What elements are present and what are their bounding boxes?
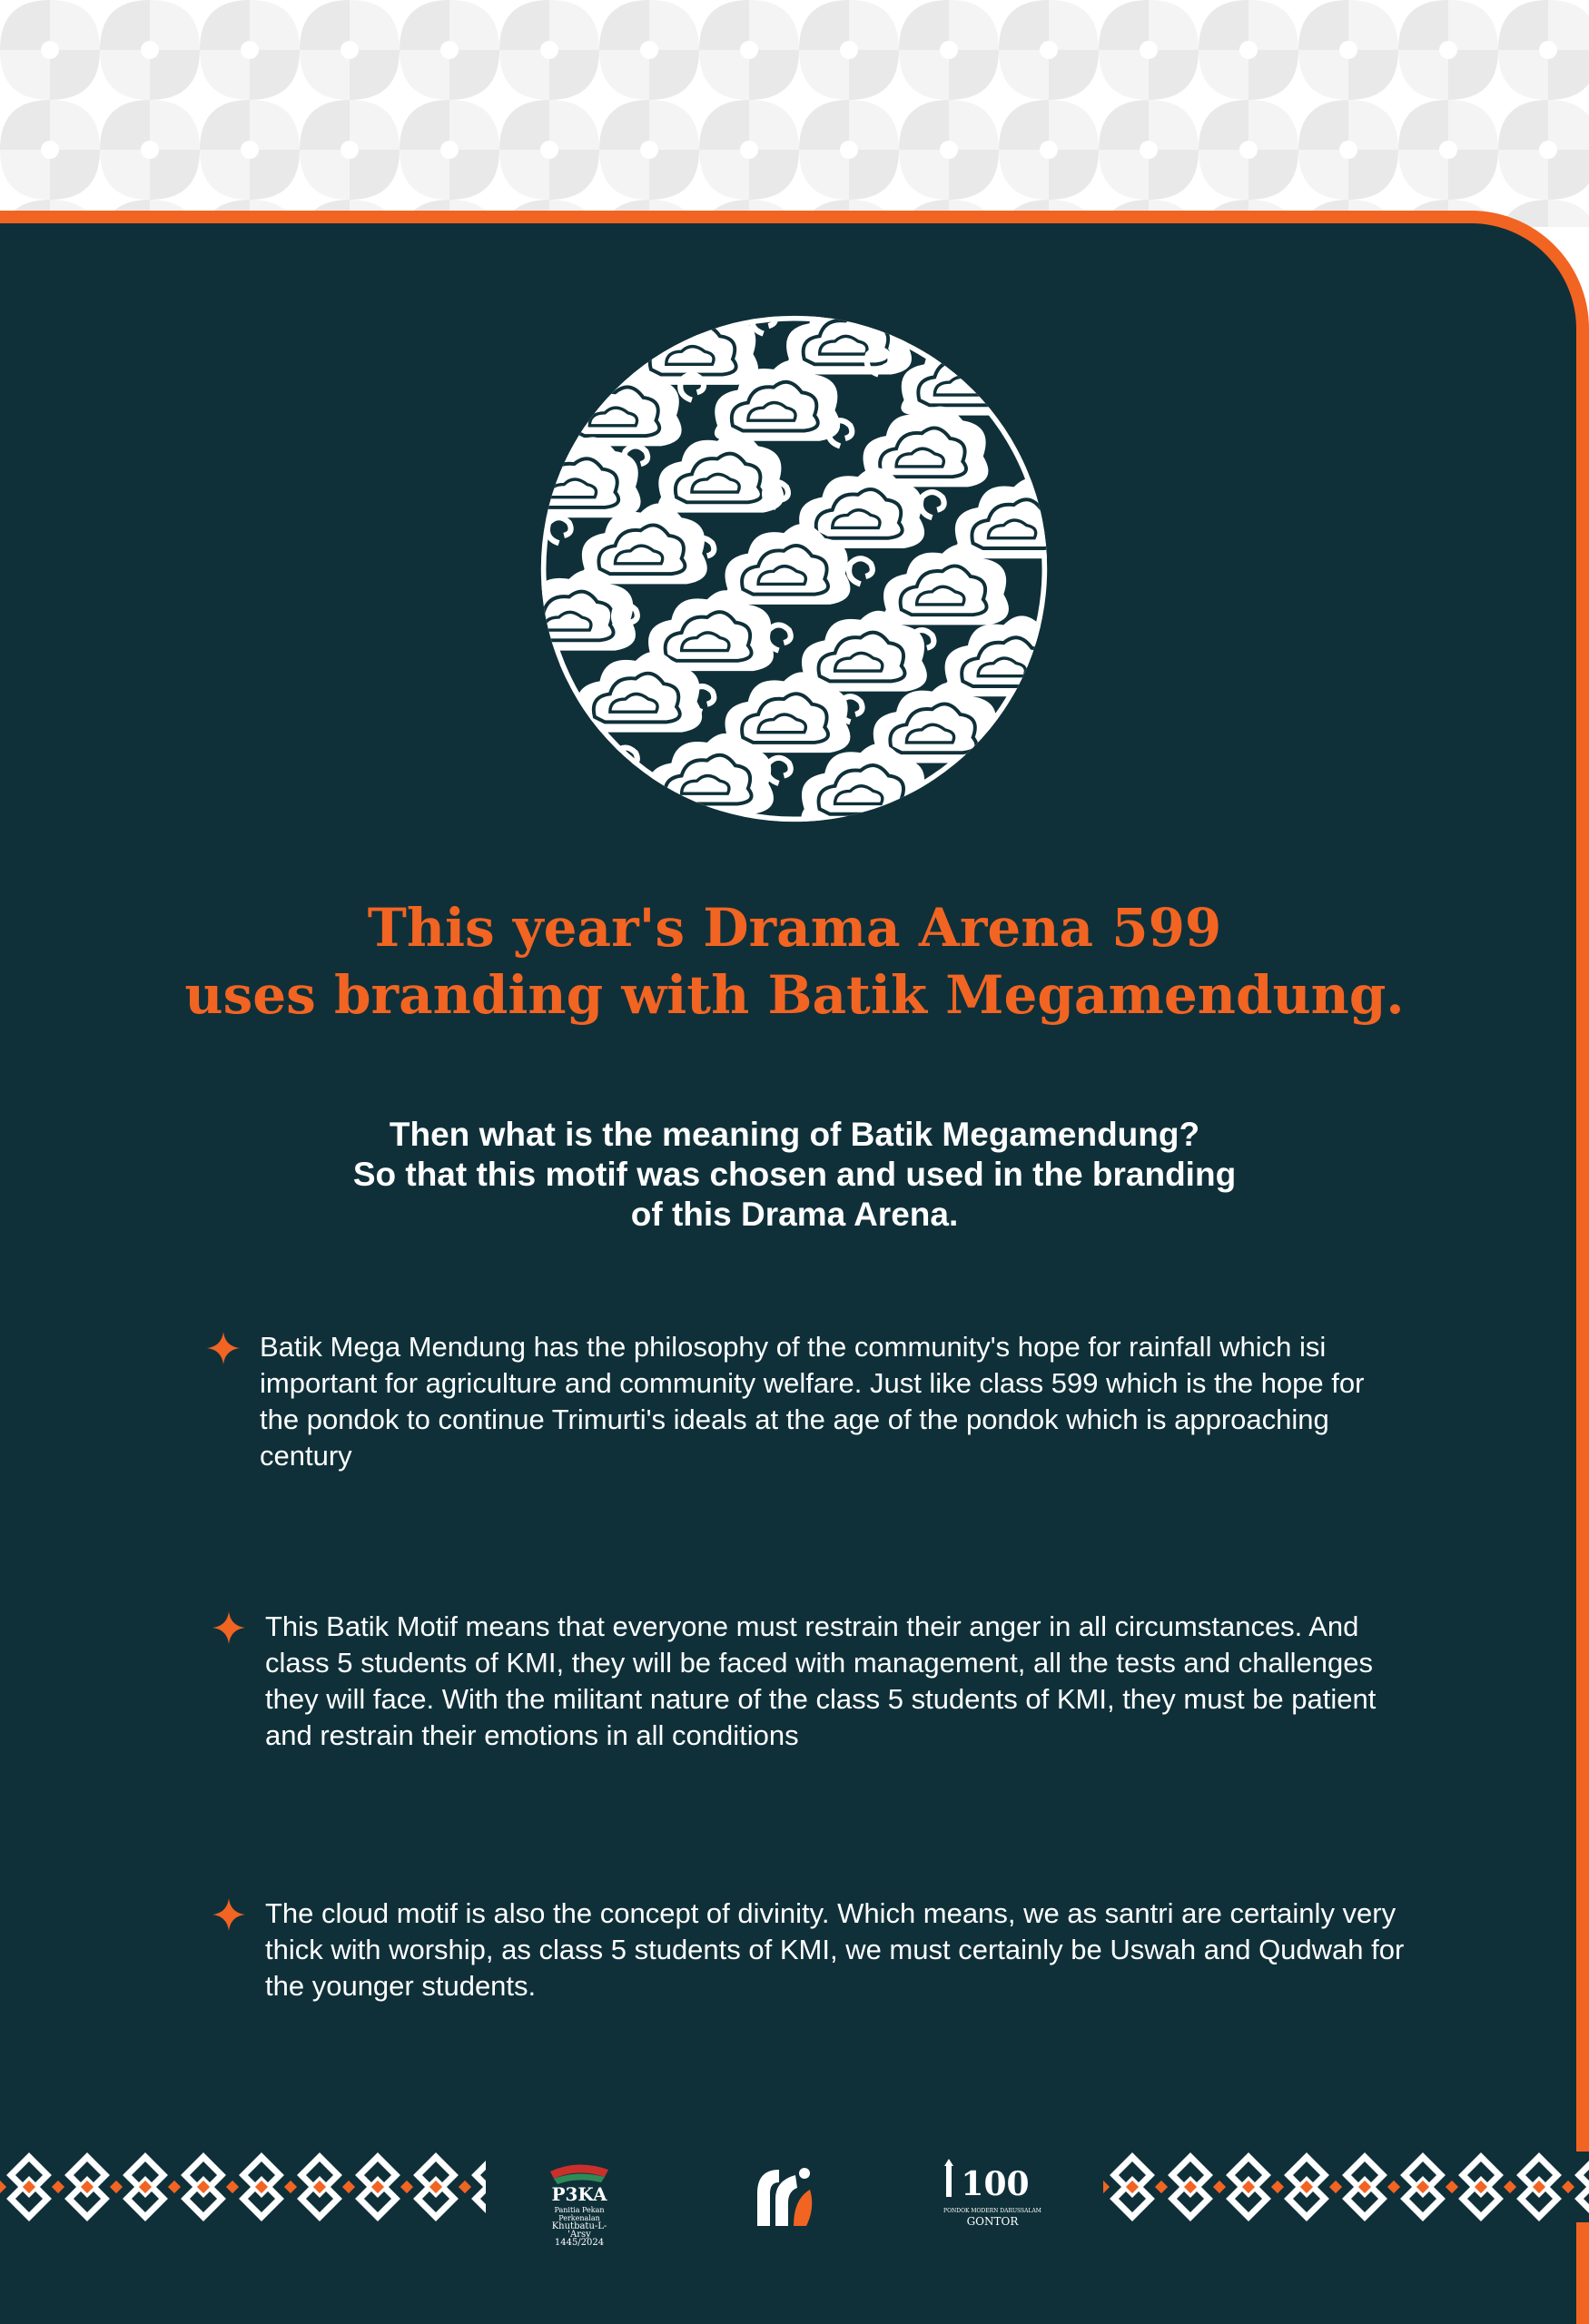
question-line-2: So that this motif was chosen and used in the branding [352,1156,1237,1193]
p3ka-logo-mark [541,2159,617,2202]
gontor-100-logo [943,2159,1042,2228]
p3ka-logo-sub1: Panitia Pekan Perkenalan [554,2206,605,2222]
gontor-100-logo-mark [943,2159,1042,2204]
batik-border-pattern-left [0,2152,486,2222]
gontor-100-numeral: 100 [961,2165,1030,2203]
p3ka-logo [541,2159,617,2247]
drama-arena-logo [752,2162,819,2228]
p3ka-logo-sub2: Khutbatu-L-'Arsy [551,2221,607,2240]
point-item-1 [205,1329,1404,1474]
p3ka-logo-sub3: 1445/2024 [554,2238,605,2248]
headline-line-2: uses branding with Batik Megamendung. [184,964,1405,1026]
top-geometric-pattern [0,0,1589,227]
four-point-star-icon [211,1610,247,1646]
point-item-3 [211,1896,1409,2004]
gontor-logo-sub2: GONTOR [966,2215,1019,2228]
four-point-star-icon [205,1330,242,1366]
four-point-star-icon [211,1896,247,1933]
batik-border-pattern-right [1103,2152,1589,2222]
headline-line-1: This year's Drama Arena 599 [367,897,1222,959]
headline [0,894,1589,1029]
point-text-3: The cloud motif is also the concept of divinity. Which means, we as santri are certainly very thick with worship, as class 5 students of KMI, we must certainly be Uswah and Qudwah for the younger students. [265,1897,1405,2002]
question-heading [0,1115,1589,1235]
question-line-3: of this Drama Arena. [630,1196,959,1233]
point-text-2: This Batik Motif means that everyone must restrain their anger in all circumstances. And class 5 students of KMI, they will be faced with management, all the tests and challenges they will face. With the militant nature of the class 5 students of KMI, they must be patient and restrain their emotions in all conditions [265,1610,1377,1751]
p3ka-logo-title: P3KA [551,2183,607,2202]
megamendung-cloud-medallion [538,313,1050,824]
gontor-logo-sub1: PONDOK MODERN DARUSSALAM [943,2208,1041,2214]
point-text-1: Batik Mega Mendung has the philosophy of the community's hope for rainfall which isi important for agriculture and community welfare. Just like class 599 which is the hope for the pondok to continue Trimurti's ideals at the age of the pondok which is approaching century [260,1331,1365,1472]
point-item-2 [211,1609,1409,1754]
question-line-1: Then what is the meaning of Batik Megamendung? [389,1116,1200,1153]
